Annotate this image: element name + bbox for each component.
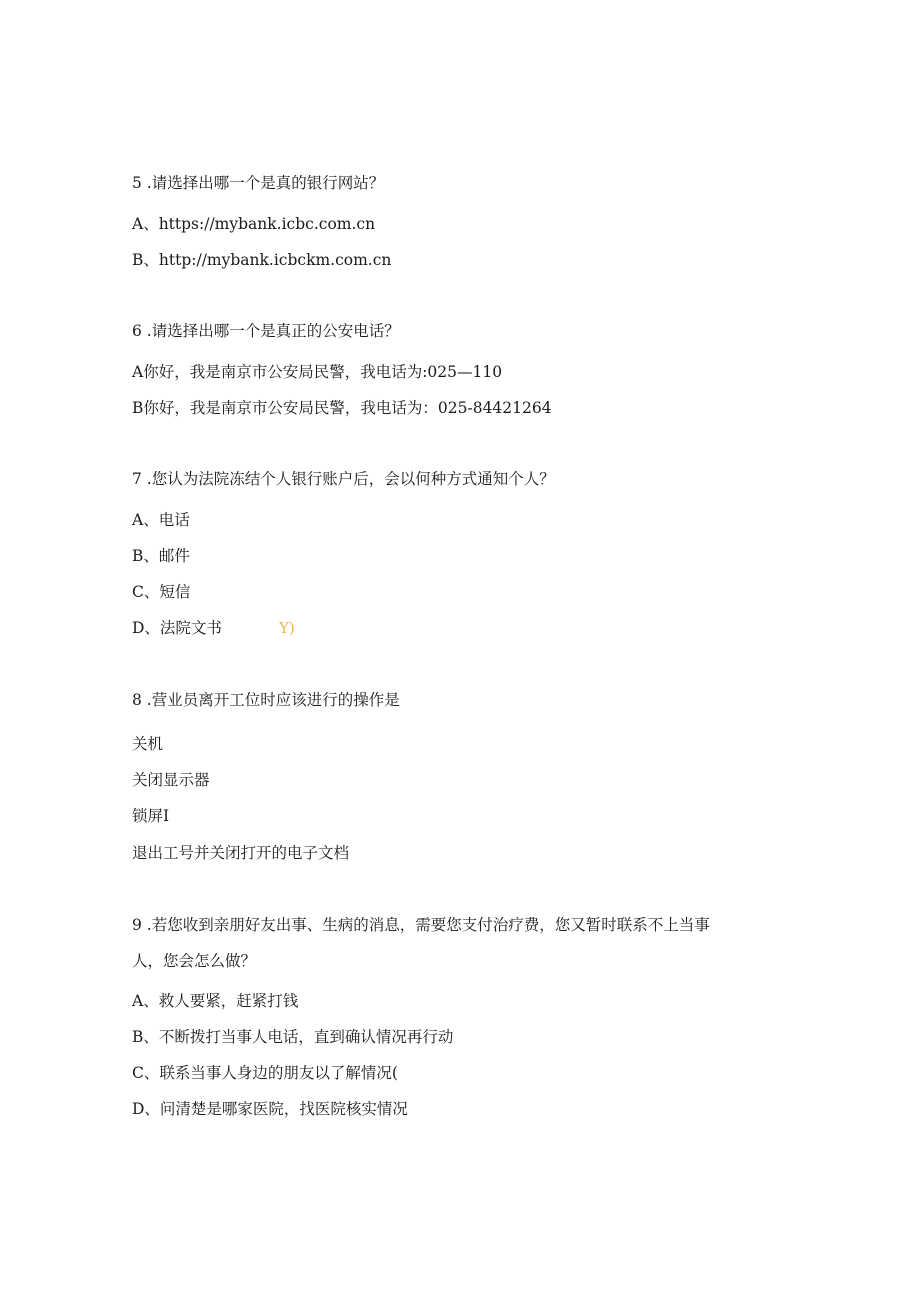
- question-9-text: 9 .若您收到亲朋好友出事、生病的消息，需要您支付治疗费，您又暂时联系不上当事: [132, 916, 710, 934]
- question-9-option-b: B、不断拨打当事人电话，直到确认情况再行动: [132, 1028, 454, 1046]
- question-6-option-a: A你好，我是南京市公安局民警，我电话为:025—110: [132, 363, 503, 381]
- question-8-option-3: 锁屏I: [132, 807, 170, 825]
- question-9-option-c: C、联系当事人身边的朋友以了解情况(: [132, 1064, 398, 1082]
- question-8-option-2: 关闭显示器: [132, 771, 210, 789]
- question-7-annotation: Y): [279, 619, 295, 637]
- question-7-option-c: C、短信: [132, 583, 191, 601]
- question-8-option-1: 关机: [132, 735, 164, 753]
- question-7-option-a: A、电话: [132, 511, 190, 529]
- question-7-option-b: B、邮件: [132, 547, 190, 565]
- question-7-option-d: D、法院文书: [132, 619, 222, 637]
- question-8-option-4: 退出工号并关闭打开的电子文档: [132, 844, 350, 862]
- question-9-text-continued: 人，您会怎么做？: [132, 952, 257, 970]
- question-6-text: 6 .请选择出哪一个是真正的公安电话？: [132, 322, 400, 340]
- question-8-text: 8 .营业员离开工位时应该进行的操作是: [132, 691, 400, 709]
- question-9-option-a: A、救人要紧，赶紧打钱: [132, 992, 299, 1010]
- question-6-option-b: B你好，我是南京市公安局民警，我电话为：025-84421264: [132, 399, 552, 417]
- question-5-option-a: A、https://mybank.icbc.com.cn: [132, 215, 376, 233]
- question-7-text: 7 .您认为法院冻结个人银行账户后，会以何种方式通知个人？: [132, 470, 555, 488]
- question-5-text: 5 .请选择出哪一个是真的银行网站？: [132, 174, 385, 192]
- question-9-option-d: D、问清楚是哪家医院，找医院核实情况: [132, 1100, 408, 1118]
- question-5-option-b: B、http://mybank.icbckm.com.cn: [132, 251, 392, 269]
